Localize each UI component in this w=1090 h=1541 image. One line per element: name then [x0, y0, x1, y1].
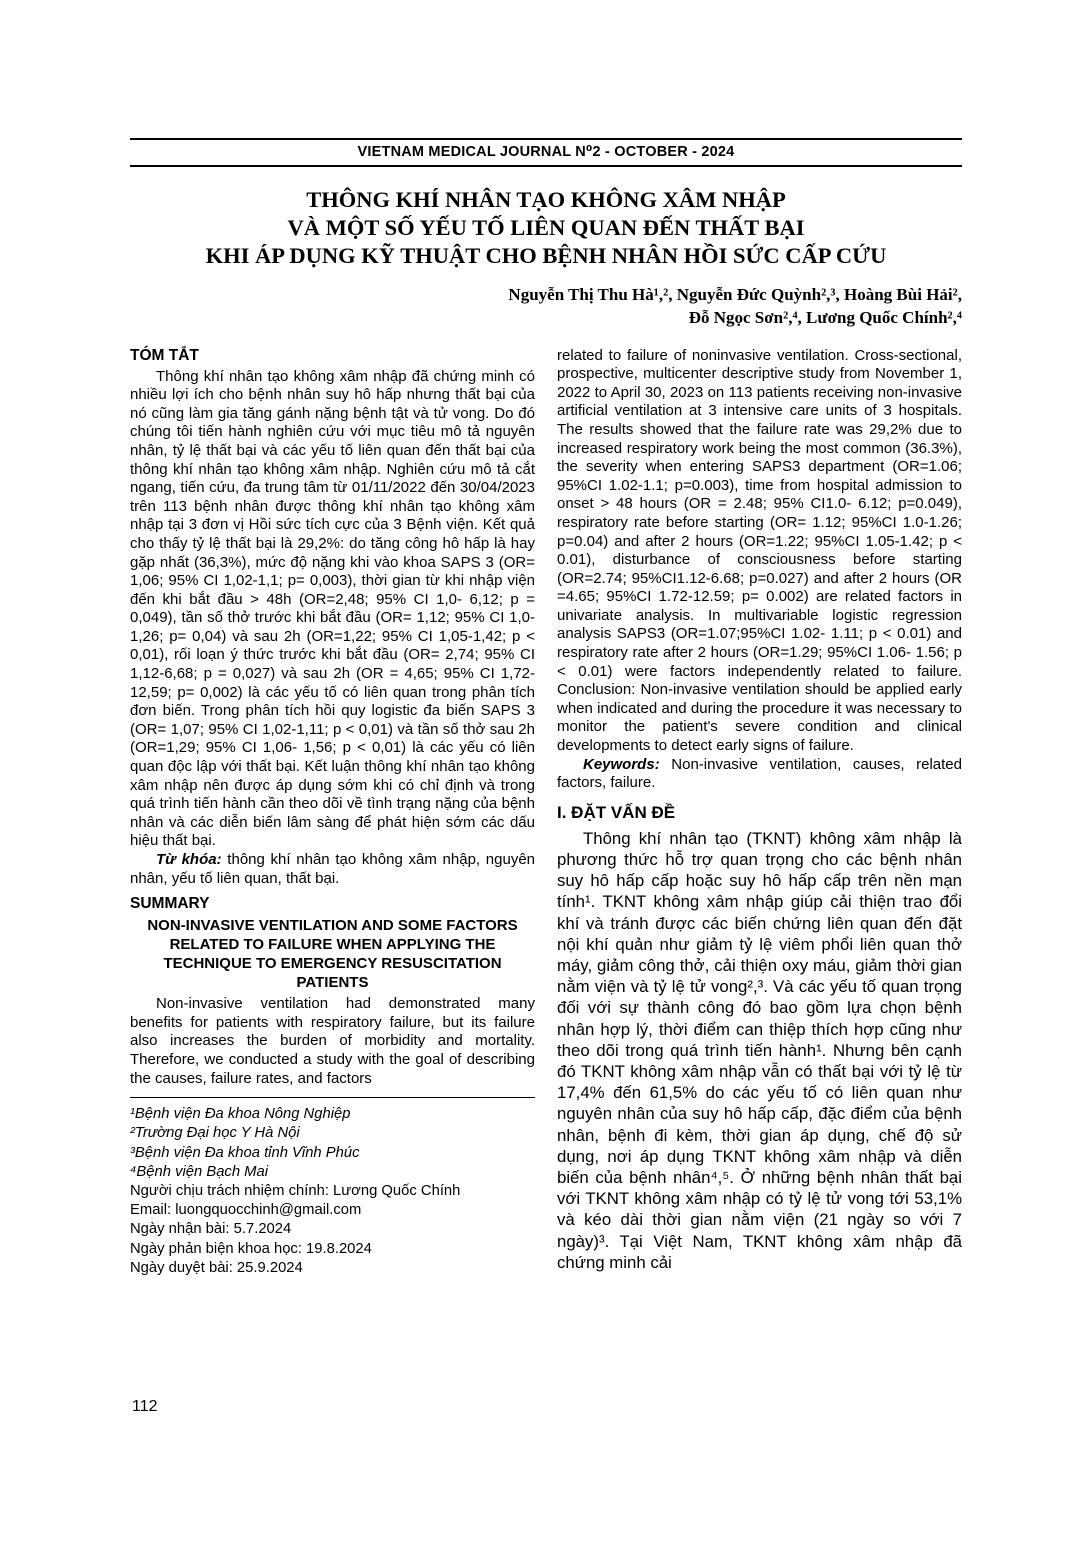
page-content: [130, 138, 962, 1278]
summary-title: NON-INVASIVE VENTILATION AND SOME FACTORS RELATED TO FAILURE WHEN APPLYING THE TECHNIQUE TO EMERGENCY RESUSCITATION PATIENTS: [147, 917, 518, 992]
affiliation-3: ³Bệnh viện Đa khoa tỉnh Vĩnh Phúc: [130, 1144, 360, 1161]
author-line-2: Đỗ Ngọc Sơn²,⁴, Lương Quốc Chính²,⁴: [688, 308, 962, 328]
abstract-vi-body: Thông khí nhân tạo không xâm nhập đã chứng minh có nhiều lợi ích cho bệnh nhân suy hô hấp nhưng thất bại của nó cũng làm gia tăng gánh nặng bệnh tật và tử vong. Do đó chúng tôi tiến hành nghiên cứu với mục tiêu mô tả nguyên nhân, tỷ lệ thất bại và các yếu tố liên quan đến thất bại của thông khí nhân tạo không xâm nhập. Nghiên cứu mô tả cắt ngang, tiến cứu, đa trung tâm từ 01/11/2022 đến 30/04/2023 trên 113 bệnh nhân được thông khí nhân tạo không xâm nhập tại 3 đơn vị Hồi sức tích cực của 3 Bệnh viện. Kết quả cho thấy tỷ lệ thất bại là 29,2%: do tăng công hô hấp là hay gặp nhất (36,3%), mức độ nặng khi vào khoa SAPS 3 (OR= 1,06; 95% CI 1,02-1,1; p= 0,003), thời gian từ khi nhập viện đến khi bắt đầu > 48h (OR=2,48; 95% CI 1,0- 6,12; p = 0,049), tần số thở trước khi bắt đầu (OR= 1,12; 95% CI 1,0-1,26; p= 0,04) và sau 2h (OR=1,22; 95% CI 1,05-1,42; p < 0,01), rối loạn ý thức trước khi bắt đầu (OR= 2,74; 95% CI 1,12-6,68; p = 0,027) và sau 2h (OR = 4,65; 95% CI 1,72- 12,59; p= 0,002) là các yếu tố có liên quan trong phân tích đơn biến. Trong phân tích hồi quy logistic đa biến SAPS 3 (OR= 1,07; 95% CI 1,02-1,11; p < 0,01) và tần số thở sau 2h (OR=1,29; 95% CI 1,06- 1,56; p < 0,01) là các yếu có liên quan độc lập với thất bại. Kết luận thông khí nhân tạo không xâm nhập nên được áp dụng sớm khi có chỉ định và trong quá trình tiến hành cần theo dõi về tình trạng nặng của bệnh nhân và các diễn biến lâm sàng để phát hiện sớm các dấu hiệu thất bại.: [130, 367, 535, 850]
article-title-line-2: VÀ MỘT SỐ YẾU TỐ LIÊN QUAN ĐẾN THẤT BẠI: [287, 214, 805, 240]
summary-body-right: related to failure of noninvasive ventilation. Cross-sectional, prospective, multicenter descriptive study from November 1, 2022 to April 30, 2023 on 113 patients receiving non-invasive artificial ventilation at 3 intensive care units of 3 hospitals. The results showed that the failure rate was 29,2% due to increased respiratory work being the most common (36.3%), the severity when entering SAPS3 department (OR=1.06; 95%CI 1.02-1.1; p=0.003), time from hospital admission to onset > 48 hours (OR = 2.48; 95% CI1.0- 6.12; p=0.049), respiratory rate before starting (OR= 1.12; 95%CI 1.0-1.26; p=0.04) and after 2 hours (OR=1.22; 95%CI 1.05-1.42; p < 0.01), disturbance of consciousness before starting (OR=2.74; 95%CI1.12-6.68; p=0.027) and after 2 hours (OR =4.65; 95%CI 1.72-12.59; p= 0.002) are related factors in univariate analysis. In multivariable logistic regression analysis SAPS3 (OR=1.07;95%CI 1.02- 1.11; p < 0.01) and respiratory rate after 2 hours (OR=1.29; 95%CI 1.06- 1.56; p < 0.01) were factors independently related to failure. Conclusion: Non-invasive ventilation should be applied early when indicated and during the procedure it was necessary to monitor the patient's severe condition and clinical developments to detect early signs of failure.: [557, 346, 962, 755]
keywords-en-text: Non-invasive ventilation, causes, related factors, failure.: [557, 755, 962, 792]
section-1: [557, 828, 962, 1273]
article-title-line-1: THÔNG KHÍ NHÂN TẠO KHÔNG XÂM NHẬP: [306, 187, 786, 212]
left-column: [130, 347, 535, 1278]
author-line-1: Nguyễn Thị Thu Hà¹,², Nguyễn Đức Quỳnh²,³, Hoàng Bùi Hải²,: [508, 284, 962, 304]
article-title: [130, 186, 962, 270]
page-number: 112: [132, 1398, 158, 1415]
keywords-vi: [130, 851, 535, 888]
section-1-body: Thông khí nhân tạo (TKNT) không xâm nhập là phương thức hỗ trợ quan trọng cho các bệnh nhân suy hô hấp cấp hoặc suy hô hấp cấp trên nền mạn tính¹. TKNT không xâm nhập giúp cải thiện trao đổi khí và tránh được các biến chứng liên quan đến đặt nội khí quản như giảm tỷ lệ viêm phổi liên quan thở máy, giảm công thở, cải thiện oxy máu, giảm thời gian nằm viện và tỷ lệ tử vong²,³. Và các yếu tố quan trọng đối với sự thành công đó bao gồm lựa chọn bệnh nhân hợp lý, thời điểm can thiệp thích hợp cũng như theo dõi trong quá trình tiến hành¹. Nhưng bên cạnh đó TKNT không xâm nhập vẫn có thất bại với tỷ lệ từ 17,4% đến 61,5% do các yếu tố có liên quan như nguyên nhân của suy hô hấp cấp, đặc điểm của bệnh nhân, bệnh đi kèm, thời gian áp dụng, chế độ sử dụng, nơi áp dụng TKNT không xâm nhập và diễn biến của bệnh nhân⁴,⁵. Ở những bệnh nhân thất bại với TKNT không xâm nhập có tỷ lệ tử vong tới 53,1% và kéo dài thời gian nằm viện (21 ngày so với 7 ngày)³. Tại Việt Nam, TKNT không xâm nhập đã chứng minh cải: [557, 828, 962, 1272]
journal-header: [130, 138, 962, 167]
date-reviewed: Ngày phản biện khoa học: 19.8.2024: [130, 1240, 372, 1257]
footnote-block: [130, 1097, 535, 1278]
correspondence-email: Email: luongquocchinh@gmail.com: [130, 1202, 362, 1219]
correspondence-author: Người chịu trách nhiệm chính: Lương Quốc Chính: [130, 1182, 461, 1199]
keywords-en-label: Keywords:: [583, 755, 660, 773]
summary-continuation: [557, 347, 962, 793]
summary-body-left-wrap: [130, 995, 535, 1088]
journal-header-text: VIETNAM MEDICAL JOURNAL N⁰2 - OCTOBER - 2024: [357, 144, 735, 160]
summary-heading: SUMMARY: [130, 895, 210, 913]
affiliation-4: ⁴Bệnh viện Bạch Mai: [130, 1163, 269, 1180]
abstract-vi: [130, 368, 535, 889]
affiliation-2: ²Trường Đại học Y Hà Nội: [130, 1125, 300, 1142]
keywords-vi-label: Từ khóa:: [156, 851, 222, 869]
abstract-vi-heading: TÓM TẮT: [130, 346, 199, 364]
summary-body-left: Non-invasive ventilation had demonstrated many benefits for patients with respiratory failure, but its failure also increases the burden of morbidity and mortality. Therefore, we conducted a study with the goal of describing the causes, failure rates, and factors: [130, 995, 535, 1087]
date-accepted: Ngày duyệt bài: 25.9.2024: [130, 1259, 303, 1276]
date-received: Ngày nhận bài: 5.7.2024: [130, 1221, 292, 1238]
keywords-en: [557, 756, 962, 793]
article-title-line-3: KHI ÁP DỤNG KỸ THUẬT CHO BỆNH NHÂN HỒI SỨC CẤP CỨU: [205, 242, 887, 268]
section-1-heading: I. ĐẶT VẤN ĐỀ: [557, 802, 676, 822]
author-list: [130, 283, 962, 330]
keywords-vi-text: thông khí nhân tạo không xâm nhập, nguyên nhân, yếu tố liên quan, thất bại.: [130, 851, 536, 887]
right-column: [557, 347, 962, 1278]
affiliation-1: ¹Bệnh viện Đa khoa Nông Nghiệp: [130, 1106, 351, 1123]
two-column-body: [130, 347, 962, 1278]
